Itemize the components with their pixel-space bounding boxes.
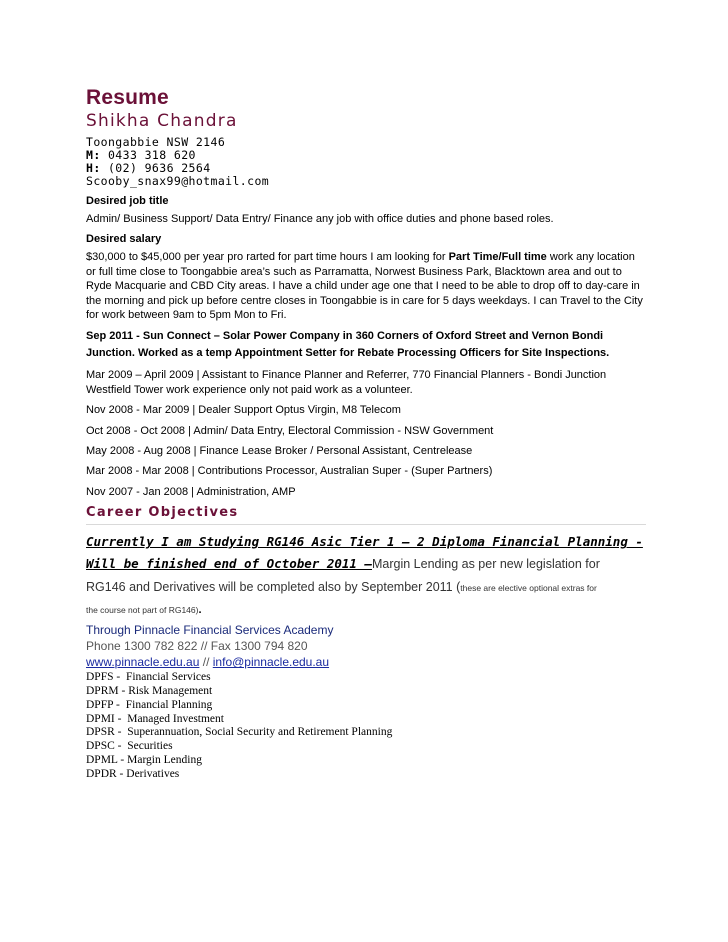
list-item: [86, 754, 646, 768]
list-item: [86, 699, 646, 713]
contact-block: [86, 136, 646, 188]
course-code: DPRM -: [86, 685, 126, 698]
salary-text-before: $30,000 to $45,000 per year pro rarted for part time hours I am looking for: [86, 251, 449, 264]
experience-entry: Mar 2008 - Mar 2008 | Contributions Processor, Australian Super - (Super Partners): [86, 465, 493, 478]
salary-text-after: work any location or full time close to Toongabbie area’s such as Parramatta, Norwest Business Park, Blacktown area and out to Ryde Macquarie and CBD City areas. I have a child under age one that I need to be able to drop off to day-care in the morning and pick up before centre closes in Toongabbie is in care for 5 days weekdays. I can Travel to the City for work between 9am to 5pm Mon to Fri.: [86, 251, 643, 322]
course-name: Managed Investment: [127, 712, 224, 725]
course-name: Financial Planning: [125, 698, 213, 711]
desired-salary-label: Desired salary: [86, 233, 162, 246]
course-code: DPSR -: [86, 726, 122, 739]
course-code: DPSC -: [86, 740, 122, 753]
academy-name: Through Pinnacle Financial Services Academy: [86, 623, 334, 638]
course-name: Derivatives: [126, 767, 180, 780]
experience-entry: Nov 2008 - Mar 2009 | Dealer Support Optus Virgin, M8 Telecom: [86, 404, 401, 417]
course-name: Securities: [127, 740, 173, 753]
email: Scooby_snax99@hotmail.com: [86, 174, 270, 188]
course-code: DPFP -: [86, 698, 120, 711]
experience-entry: Oct 2008 - Oct 2008 | Admin/ Data Entry, Electoral Commission - NSW Government: [86, 424, 494, 437]
desired-job-text: Admin/ Business Support/ Data Entry/ Finance any job with office duties and phone based roles.: [86, 213, 554, 225]
list-item: [86, 768, 646, 782]
mobile-number: 0433 318 620: [107, 148, 196, 162]
experience-entry: Mar 2009 – April 2009 | Assistant to Finance Planner and Referrer, 770 Financial Planners - Bondi Junction Westfield Tower work experience only not paid work as a volunteer.: [86, 369, 607, 396]
study-note-a: these are elective optional extras for: [460, 583, 597, 594]
link-separator: //: [199, 655, 213, 670]
study-line-1: Currently I am Studying RG146 Asic Tier 1 – 2 Diploma Financial Planning -: [86, 534, 643, 550]
list-item: [86, 726, 646, 740]
experience-entry: May 2008 - Aug 2008 | Finance Lease Broker / Personal Assistant, Centrelease: [86, 445, 473, 458]
list-item: [86, 685, 646, 699]
mobile-label: M:: [86, 148, 101, 162]
study-line-2-tail: Margin Lending as per new legislation for: [371, 557, 600, 572]
candidate-name: Shikha Chandra: [86, 111, 238, 131]
course-list: [86, 671, 646, 781]
desired-job-label: Desired job title: [86, 195, 169, 207]
experience-highlight: Sep 2011 - Sun Connect – Solar Power Company in 360 Corners of Oxford Street and Vernon Bondi Junction. Worked as a temp Appointment Setter for Rebate Processing Officers for Site Inspections.: [86, 330, 610, 360]
study-note-line: [86, 600, 646, 620]
home-number: (02) 9636 2564: [107, 161, 211, 175]
desired-salary-text: [86, 250, 646, 322]
resume-page: [86, 86, 646, 782]
study-note-b: the course not part of RG146): [86, 605, 199, 616]
career-objectives-heading: Career Objectives: [86, 504, 646, 525]
list-item: [86, 740, 646, 754]
course-name: Superannuation, Social Security and Retirement Planning: [127, 726, 393, 739]
study-statement: [86, 531, 646, 575]
list-item: [86, 671, 646, 685]
study-line-3-text: RG146 and Derivatives will be completed also by September 2011 (: [86, 580, 461, 595]
website-link[interactable]: www.pinnacle.edu.au: [86, 655, 200, 670]
salary-text-bold: Part Time/Full time: [448, 251, 547, 264]
academy-phone: Phone 1300 782 822 // Fax 1300 794 820: [86, 639, 308, 654]
academy-links: [86, 654, 646, 670]
course-code: DPDR -: [86, 767, 124, 780]
course-code: DPFS -: [86, 671, 121, 684]
course-name: Margin Lending: [127, 754, 202, 767]
course-code: DPML -: [86, 754, 125, 767]
document-title: Resume: [86, 86, 169, 109]
course-name: Risk Management: [128, 685, 213, 698]
study-note-end: .: [198, 604, 202, 617]
list-item: [86, 713, 646, 727]
study-line-3: [86, 575, 646, 600]
course-code: DPMI -: [86, 712, 122, 725]
email-link[interactable]: info@pinnacle.edu.au: [212, 655, 330, 670]
home-label: H:: [86, 161, 101, 175]
experience-entry: Nov 2007 - Jan 2008 | Administration, AMP: [86, 485, 296, 498]
course-name: Financial Services: [125, 671, 211, 684]
address: Toongabbie NSW 2146: [86, 135, 226, 149]
study-line-2: Will be finished end of October 2011 –: [86, 556, 372, 572]
